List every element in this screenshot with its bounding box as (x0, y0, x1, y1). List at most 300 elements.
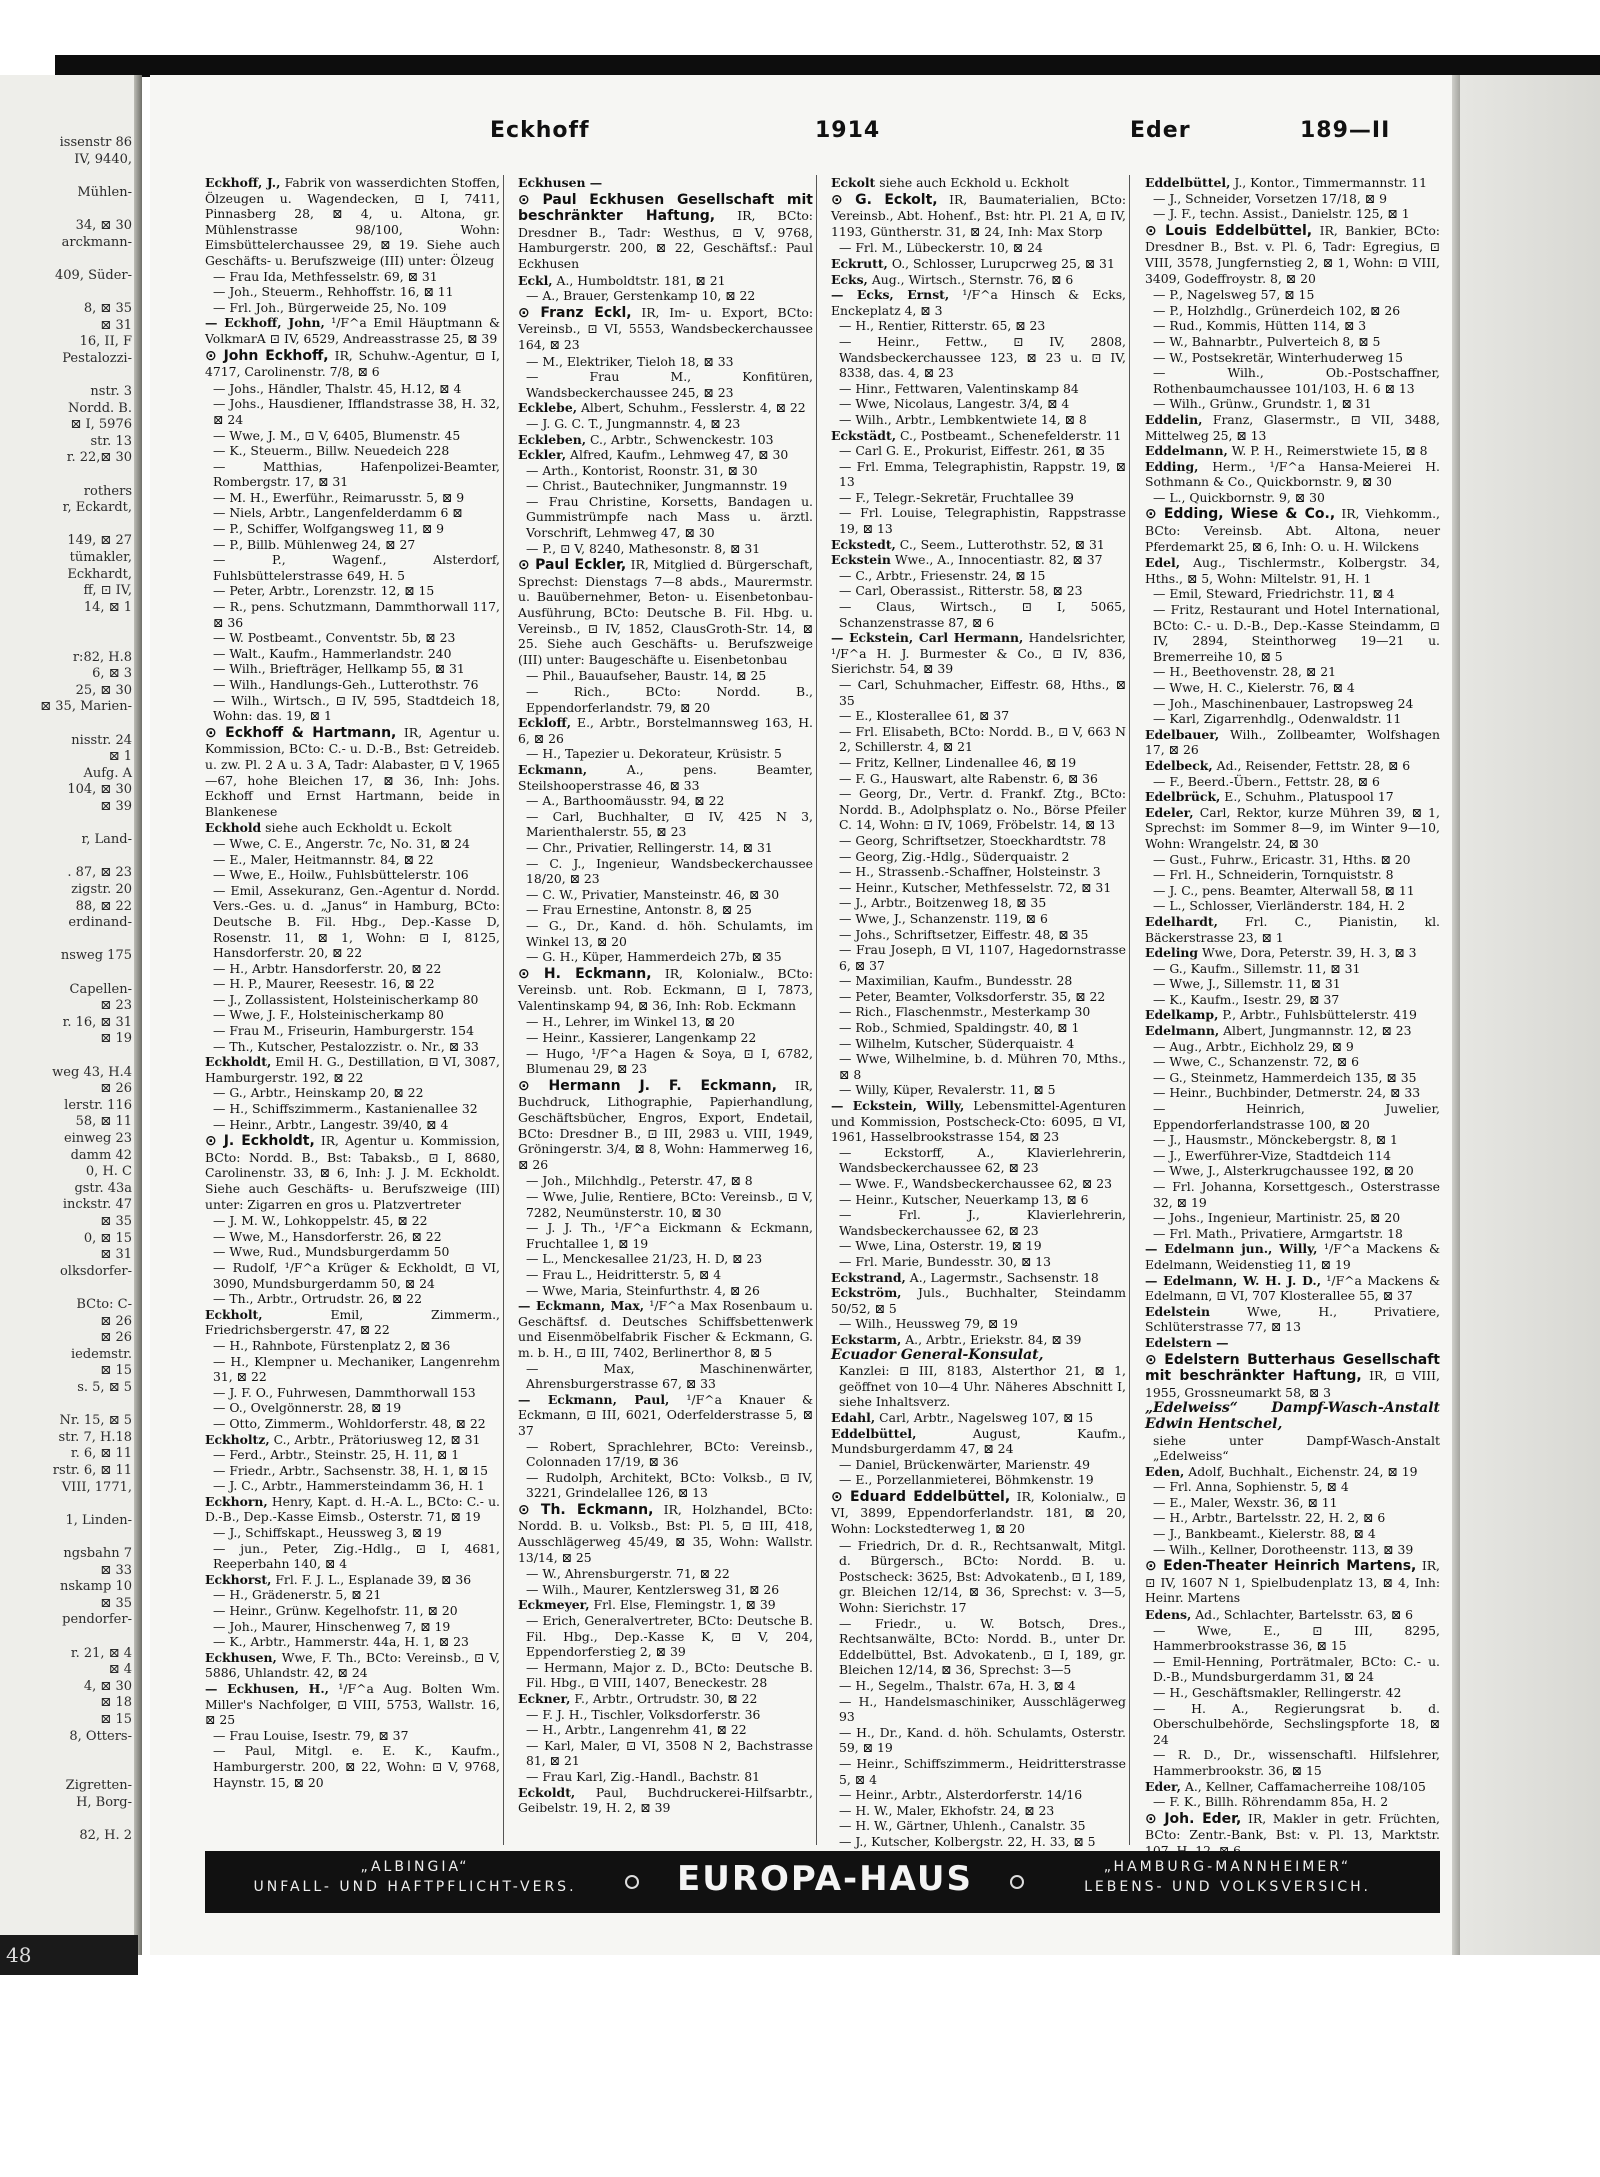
directory-entry (205, 1572, 500, 1588)
firm-entry (205, 348, 500, 380)
left-page-line: ⊠ 23 (100, 998, 132, 1014)
entry-name: — Eckstein, Willy, (831, 1098, 965, 1114)
directory-subentry: — E., Maler, Wexstr. 36, ⊠ 11 (1153, 1494, 1338, 1510)
entry-details: siehe auch Eckholdt u. Eckolt (261, 820, 452, 836)
directory-subentry: — Carl G. E., Prokurist, Eiffestr. 261, ⊠ 35 (839, 443, 1106, 459)
entry-details: Henry, Kapt. d. H.-A. L., BCto: C.- u. D.-B., Dep.-Kasse Eimsb., Osterstr. 71, ⊠ 19 (205, 1493, 500, 1525)
directory-entry (518, 1298, 813, 1360)
left-page-line: Aufg. A (83, 765, 132, 781)
directory-entry (1145, 1464, 1440, 1480)
ad-hm-name: „HAMBURG-MANNHEIMER“ (1103, 1859, 1352, 1875)
firm-entry (831, 192, 1126, 240)
directory-entry (205, 1054, 500, 1085)
entry-details: Adolf, Buchhalt., Eichenstr. 24, ⊠ 19 (1184, 1463, 1418, 1479)
directory-entry (1145, 1273, 1440, 1304)
directory-subentry: — H., Handelsmaschiniker, Ausschlägerweg 93 (839, 1693, 1126, 1725)
directory-subentry: — Wwe, E., ⊡ III, 8295, Hammerbrookstrasse 36, ⊠ 15 (1153, 1622, 1440, 1654)
directory-subentry: — Rudolph, Architekt, BCto: Volksb., ⊡ IV, 3221, Grindelallee 126, ⊠ 13 (526, 1469, 813, 1501)
directory-entry (831, 428, 1126, 444)
left-page-line: tümakler, (69, 550, 132, 565)
directory-subentry: — Wwe. F., Wandsbeckerchaussee 62, ⊠ 23 (839, 1176, 1112, 1191)
entry-name: Eckolt (831, 175, 876, 190)
directory-subentry: — Heinr., Grünw. Kegelhofstr. 11, ⊠ 20 (213, 1603, 458, 1619)
directory-subentry: Kanzlei: ⊡ III, 8183, Alsterthor 21, ⊠ 1, geöffnet von 10—4 Uhr. Näheres Abschnitt I, siehe Inhaltsverz. (839, 1363, 1126, 1410)
entry-name: ⊙ Edelstern Butterhaus Gesellschaft mit beschränkter Haftung, (1145, 1351, 1440, 1385)
directory-entry (831, 1426, 1126, 1457)
directory-entry (1145, 1023, 1440, 1039)
directory-subentry: — Frau L., Heidritterstr. 5, ⊠ 4 (526, 1266, 722, 1282)
directory-subentry: — Wwe, J., Schanzenstr. 119, ⊠ 6 (839, 910, 1048, 926)
column-2 (518, 175, 813, 1845)
entry-name: ⊙ Eckhoff & Hartmann, (205, 724, 397, 741)
entry-name: Eddelin, (1145, 411, 1203, 427)
directory-subentry: — Wwe, Lina, Osterstr. 19, ⊠ 19 (839, 1238, 1042, 1254)
left-page-line: nisstr. 24 (71, 732, 132, 748)
directory-subentry: — H., Segelm., Thalstr. 67a, H. 3, ⊠ 4 (839, 1678, 1076, 1693)
directory-subentry: — H., Arbtr. Hansdorferstr. 20, ⊠ 22 (213, 960, 442, 976)
directory-subentry: — Frl. Joh., Bürgerweide 25, No. 109 (213, 299, 447, 315)
left-page-line: ngsbahn 7 (63, 1546, 132, 1561)
directory-subentry: — Robert, Sprachlehrer, BCto: Vereinsb., Colonnaden 17/19, ⊠ 36 (526, 1438, 813, 1470)
directory-subentry: — Georg, Dr., Vertr. d. Frankf. Ztg., BCto: Nordd. B., Adolphsplatz o. No., Börse Pfeiler C. 14, Wohn: ⊡ IV, 1069, Fröbelstr. 14, ⊠ 13 (839, 786, 1126, 833)
directory-entry (205, 315, 500, 346)
directory-entry (831, 272, 1126, 288)
entry-name: ⊙ G. Eckolt, (831, 191, 938, 208)
entry-name: Eddelbüttel, (831, 1425, 917, 1441)
column-rule (1129, 175, 1130, 1845)
directory-entry (831, 175, 1126, 191)
directory-entry (831, 552, 1126, 568)
directory-entry (1145, 727, 1440, 758)
directory-subentry: — L., Menckesallee 21/23, H. D, ⊠ 23 (526, 1251, 763, 1267)
header-right-keyword: Eder (1130, 118, 1191, 143)
entry-details: Wwe., A., Innocentiastr. 82, ⊠ 37 (890, 552, 1103, 568)
left-page-footer: 48 (0, 1935, 138, 1975)
entry-name: Eckrutt, (831, 255, 888, 271)
entry-name: Eckhusen — (518, 175, 603, 190)
directory-entry (518, 762, 813, 793)
ornament-icon (625, 1875, 639, 1889)
entry-name: Edens, (1145, 1607, 1192, 1623)
entry-name: Eckstein (831, 552, 891, 568)
directory-entry (831, 630, 1126, 677)
directory-subentry: — Peter, Arbtr., Lorenzstr. 12, ⊠ 15 (213, 583, 435, 599)
entry-name: Eckström, (831, 1285, 902, 1301)
entry-name: — Edelmann, W. H. J. D., (1145, 1272, 1322, 1288)
entry-name: ⊙ Eduard Eddelbüttel, (831, 1488, 1011, 1505)
directory-columns (205, 175, 1441, 1849)
left-page-line: 82, H. 2 (79, 1828, 132, 1844)
directory-entry (1145, 758, 1440, 774)
directory-subentry: — Frau Ida, Methfesselstr. 69, ⊠ 31 (213, 268, 438, 284)
entry-details: C., Postbeamt., Schenefelderstr. 11 (896, 427, 1122, 443)
section-heading: Ecuador General-Konsulat, (831, 1346, 1044, 1363)
directory-subentry: — P., Nagelsweg 57, ⊠ 15 (1153, 287, 1315, 303)
directory-subentry: — F., Telegr.-Sekretär, Fruchtallee 39 (839, 489, 1074, 505)
left-page-line: r. 21, ⊠ 4 (70, 1645, 132, 1661)
left-page-line: IV, 9440, (74, 151, 132, 167)
directory-subentry: — Willy, Küper, Revalerstr. 11, ⊠ 5 (839, 1082, 1056, 1098)
left-page-line: 0, H. C (85, 1164, 132, 1180)
left-page-line: BCto: C- (76, 1297, 132, 1312)
directory-entry (1145, 1241, 1440, 1272)
directory-subentry: — Wilh., Maurer, Kentzlersweg 31, ⊠ 26 (526, 1581, 780, 1597)
directory-subentry: — J. F., techn. Assist., Danielstr. 125, ⊠ 1 (1153, 206, 1410, 222)
directory-entry (205, 820, 500, 836)
left-page-line: VIII, 1771, (61, 1479, 132, 1495)
directory-subentry: — Carl, Oberassist., Ritterstr. 58, ⊠ 23 (839, 583, 1083, 599)
directory-subentry: — Frl. Math., Privatiere, Armgartstr. 18 (1153, 1225, 1403, 1241)
directory-entry (831, 1410, 1126, 1426)
entry-details: Frl. Else, Flemingstr. 1, ⊠ 39 (589, 1597, 776, 1613)
entry-name: ⊙ Paul Eckhusen Gesellschaft mit beschränkter Haftung, (518, 191, 813, 225)
directory-subentry: — K., Kaufm., Isestr. 29, ⊠ 37 (1153, 991, 1340, 1007)
entry-details: Albert, Schuhm., Fesslerstr. 4, ⊠ 22 (577, 400, 806, 416)
directory-entry (1145, 805, 1440, 852)
entry-name: Eckholtz, (205, 1431, 270, 1447)
firm-entry (205, 725, 500, 820)
directory-subentry: — J. C., pens. Beamter, Alterwall 58, ⊠ 11 (1153, 882, 1415, 898)
directory-entry (1145, 1607, 1440, 1623)
directory-subentry: — Wwe, Julie, Rentiere, BCto: Vereinsb., ⊡ V, 7282, Neumünsterstr. 10, ⊠ 30 (526, 1189, 813, 1220)
directory-entry (831, 537, 1126, 553)
directory-subentry: — Frl. Elisabeth, BCto: Nordd. B., ⊡ V, 663 N 2, Schillerstr. 4, ⊠ 21 (839, 723, 1126, 755)
directory-subentry: — Rudolf, ¹/F^a Krüger & Eckholdt, ⊡ VI, 3090, Mundsburgerdamm 50, ⊠ 24 (213, 1259, 500, 1291)
directory-subentry: — Karl, Zigarrenhdlg., Odenwaldstr. 11 (1153, 711, 1402, 727)
directory-entry (831, 1332, 1126, 1348)
directory-entry (1145, 555, 1440, 586)
directory-subentry: — Wwe, Nicolaus, Langestr. 3/4, ⊠ 4 (839, 396, 1070, 412)
left-page-line: r, Land- (81, 832, 132, 848)
directory-subentry: — Heinr., Fettw., ⊡ IV, 2808, Wandsbeckerchaussee 123, ⊠ 23 u. ⊡ IV, 8338, das. 4, ⊠ 23 (839, 333, 1126, 381)
directory-subentry: — Wwe, J., Alsterkrugchaussee 192, ⊠ 20 (1153, 1163, 1414, 1179)
directory-subentry: — Joh., Steuerm., Rehhoffstr. 16, ⊠ 11 (213, 284, 454, 300)
directory-subentry: — Arth., Kontorist, Roonstr. 31, ⊠ 30 (526, 462, 758, 478)
entry-name: Edelbrück, (1145, 789, 1221, 805)
entry-details: IR, Makler in getr. Früchten, BCto: Zentr.-Bank, Bst: v. Pl. 13, Marktstr. (1145, 1810, 1440, 1843)
directory-subentry: — Wilh., Handlungs-Geh., Lutterothstr. 76 (213, 677, 479, 692)
directory-subentry: — F. K., Billh. Röhrendamm 85a, H. 2 (1153, 1794, 1389, 1810)
directory-subentry: — K., Arbtr., Hammerstr. 44a, H. 1, ⊠ 23 (213, 1634, 469, 1650)
directory-subentry: — J. J. Th., ¹/F^a Eickmann & Eckmann, Fruchtallee 1, ⊠ 19 (526, 1220, 813, 1251)
directory-subentry: — Rich., BCto: Nordd. B., Eppendorferlandstr. 79, ⊠ 20 (526, 684, 813, 715)
directory-subentry: — Frau M., Friseurin, Hamburgerstr. 154 (213, 1023, 474, 1039)
entry-details: Albert, Jungmannstr. 12, ⊠ 23 (1219, 1023, 1412, 1039)
directory-subentry: — J., Ewerführer-Vize, Stadtdeich 114 (1153, 1147, 1391, 1163)
left-page-line: Zigretten- (65, 1778, 132, 1794)
directory-subentry: — H. W., Maler, Ekhofstr. 24, ⊠ 23 (839, 1802, 1055, 1818)
column-3 (831, 175, 1127, 1849)
page-fold (134, 75, 142, 1955)
left-page-line: ⊠ 26 (100, 1330, 132, 1346)
directory-subentry: — Wwe, C., Schanzenstr. 72, ⊠ 6 (1153, 1054, 1359, 1070)
directory-subentry: — Eckstorff, A., Klavierlehrerin, Wandsbeckerchaussee 62, ⊠ 23 (839, 1144, 1126, 1176)
entry-name: Eckhoff, J., (205, 175, 281, 190)
entry-name: — Eckhoff, John, (205, 315, 325, 331)
entry-name: Eckhusen, (205, 1649, 277, 1665)
entry-name: Edding, (1145, 458, 1199, 474)
directory-subentry: — Th., Kutscher, Pestalozzistr. o. Nr., ⊠ 33 (213, 1038, 479, 1054)
left-page-line: erdinand- (68, 915, 132, 931)
entry-details: C., Arbtr., Schwenckestr. 103 (586, 431, 774, 447)
firm-entry (205, 1133, 500, 1212)
entry-details: IR, Baumaterialien, BCto: Vereinsb., Abt. Hohenf., Bst: htr. Pl. 21 A, ⊡ IV, 1193, Güntherstr. 31, ⊠ 24, Inh: Max Storp (831, 191, 1127, 239)
directory-subentry: — O., Ovelgönnerstr. 28, ⊠ 19 (213, 1400, 402, 1416)
entry-details: A., Arbtr., Eriekstr. 84, ⊠ 39 (901, 1331, 1082, 1347)
left-page-line: Mühlen- (77, 184, 132, 200)
directory-entry (1145, 1779, 1440, 1795)
entry-name: Eckhold (205, 820, 262, 836)
entry-details: IR, Agentur u. Kommission, BCto: C.- u. D.-B., Bst: Getreideb. u. zw. Pl. 2 A u. 3 A, Tadr: Alabaster, ⊡ V, 1965—67, hohe Bleichen 17, ⊠ 36, Inh: Johs. Eckhoff und Ernst Hartmann, beide in Blankenese (205, 724, 500, 819)
left-page-line: ⊠ 35 (100, 1595, 132, 1611)
entry-name: ⊙ J. Eckholdt, (205, 1133, 315, 1150)
directory-subentry: — J., Arbtr., Boitzenweg 18, ⊠ 35 (839, 895, 1047, 911)
left-page-line: r. 16, ⊠ 31 (62, 1014, 132, 1030)
entry-details: IR, ⊡ IV, 1607 N 1, Spielbudenplatz 13, ⊠ 4, Inh: Heinr. Martens (1145, 1558, 1440, 1606)
directory-subentry: — Rob., Schmied, Spaldingstr. 40, ⊠ 1 (839, 1020, 1080, 1036)
entry-details: August, Kaufm., Mundsburgerdamm 47, ⊠ 24 (831, 1425, 1126, 1457)
entry-details: ¹/F^a Mackens & Edelmann, Weidenstieg 11, ⊠ 19 (1145, 1241, 1440, 1272)
directory-subentry: — W., Postsekretär, Winterhuderweg 15 (1153, 349, 1404, 365)
left-page-line: ⊠ 4 (108, 1662, 132, 1678)
entry-details: Aug., Wirtsch., Sternstr. 76, ⊠ 6 (867, 271, 1074, 287)
entry-details: IR, Kolonialw., BCto: Vereinsb. unt. Rob. Eckmann, ⊡ I, 7873, Valentinskamp 94, ⊠ 36, Inh: Rob. Eckmann (518, 965, 813, 1013)
directory-entry (831, 256, 1126, 272)
entry-details: Carl, Arbtr., Nagelsweg 107, ⊠ 15 (875, 1409, 1094, 1425)
entry-details: J., Kontor., Timmermannstr. 11 (1230, 175, 1427, 190)
directory-subentry: — Emil, Assekuranz, Gen.-Agentur d. Nordd. Vers.-Ges. u. d. „Janus“ in Hamburg, BCto: Deutsche B. Fil. Hbg., Dep.-Kasse D, Rosenstr. 11, ⊠ 1, Wohn: ⊡ I, 8125, Hansdorferstr. 20, ⊠ 22 (213, 882, 500, 961)
directory-entry (831, 1285, 1126, 1316)
entry-details: IR, BCto: Dresdner B., Tadr: Westhus, ⊡ V, 9768, Hamburgerstr. 200, ⊠ 22, Geschäftsf.: Paul Eckhusen (518, 208, 813, 271)
left-page-line: ⊠ 33 (100, 1562, 132, 1578)
entry-name: Eddelbüttel, (1145, 175, 1231, 190)
directory-subentry: — E., Porzellanmieterei, Böhmkenstr. 19 (839, 1472, 1094, 1488)
directory-subentry: — Georg, Schriftsetzer, Stoeckhardtstr. 78 (839, 832, 1107, 848)
entry-details: IR, Bankier, BCto: Dresdner B., Bst. v. Pl. 6, Tadr: Egregius, ⊡ VIII, 3578, Jungfernstieg 2, ⊠ 1, Wohn: ⊡ VIII, 3409, Godeffroystr. 8, ⊠ 20 (1145, 222, 1440, 286)
directory-subentry: — A., Barthoomäusstr. 94, ⊠ 22 (526, 793, 725, 809)
directory-subentry: — Ferd., Arbtr., Steinstr. 25, H. 11, ⊠ 1 (213, 1447, 460, 1463)
directory-subentry: — Friedr., u. W. Botsch, Dres., Rechtsanwälte, BCto: Nordd. B., unter Dr. Eddelbüttel, Bst. Advokatenb., ⊡ I, 189, gr. Bleichen 12/14, ⊠ 36, Sprechst: 3—5 (839, 1615, 1126, 1678)
entry-name: Edelhardt, (1145, 913, 1218, 929)
directory-entry (1145, 945, 1440, 961)
directory-subentry: — Hinr., Fettwaren, Valentinskamp 84 (839, 380, 1079, 396)
entry-details: ¹/F^a Aug. Bolten Wm. Miller's Nachfolger, ⊡ VIII, 5753, Wallstr. 16, ⊠ 25 (205, 1681, 500, 1728)
directory-subentry: — Wwe, H. C., Kielerstr. 76, ⊠ 4 (1153, 680, 1355, 695)
firm-entry (1145, 506, 1440, 554)
entry-name: Edeler, (1145, 804, 1194, 820)
directory-subentry: — H. W., Gärtner, Uhlenh., Canalstr. 35 (839, 1818, 1086, 1834)
directory-subentry: — Hugo, ¹/F^a Hagen & Soya, ⊡ I, 6782, Blumenau 29, ⊠ 23 (526, 1045, 813, 1077)
directory-subentry: — Wwe, Maria, Steinfurthstr. 4, ⊠ 26 (526, 1282, 760, 1298)
entry-name: Edelmann, (1145, 1023, 1220, 1039)
left-page-line: ⊠ 19 (100, 1031, 132, 1047)
directory-subentry: — Th., Arbtr., Ortrudstr. 26, ⊠ 22 (213, 1291, 422, 1307)
directory-subentry: — Friedr., Arbtr., Sachsenstr. 38, H. 1, ⊠ 15 (213, 1462, 489, 1478)
left-page-line: r, Eckardt, (62, 500, 132, 516)
directory-entry (518, 1785, 813, 1816)
left-page-line: . 87, ⊠ 23 (67, 865, 132, 881)
column-rule (816, 175, 817, 1845)
entry-name: ⊙ Paul Eckler, (518, 557, 627, 574)
ad-albingia-name: „ALBINGIA“ (360, 1859, 470, 1875)
advertisement-banner (205, 1851, 1440, 1913)
entry-details: C., Seem., Lutterothstr. 52, ⊠ 31 (895, 536, 1105, 552)
directory-subentry: — H., Tapezier u. Dekorateur, Krüsistr. 5 (526, 746, 782, 762)
directory-entry (518, 400, 813, 416)
directory-subentry: — H., Arbtr., Bartelsstr. 22, H. 2, ⊠ 6 (1153, 1510, 1386, 1526)
directory-subentry: — P., Billb. Mühlenweg 24, ⊠ 27 (213, 536, 416, 552)
left-page-line: Capellen- (69, 981, 132, 997)
entry-details: IR, ⊡ VIII, 1955, Grossneumarkt 58, ⊠ 3 (1145, 1368, 1440, 1400)
entry-details: Wwe, F. Th., BCto: Vereinsb., ⊡ V, 5886, Uhlandstr. 42, ⊠ 24 (205, 1649, 500, 1681)
directory-subentry: — Walt., Kaufm., Hammerlandstr. 240 (213, 645, 452, 661)
column-4 (1145, 175, 1440, 1845)
directory-subentry: — Frau M., Konfitüren, Wandsbeckerchaussee 245, ⊠ 23 (526, 369, 813, 400)
entry-details: IR, Viehkomm., BCto: Vereinsb. Abt. Altona, neuer Pferdemarkt 25, ⊠ 6, Inh: O. u. H. Wilckens (1145, 506, 1440, 554)
entry-name: Eden, (1145, 1463, 1185, 1479)
left-page-line: einweg 23 (63, 1131, 132, 1146)
directory-entry (831, 287, 1126, 318)
directory-subentry: — P., Holzhdlg., Grünerdeich 102, ⊠ 26 (1153, 302, 1401, 318)
directory-subentry: — E., Maler, Heitmannstr. 84, ⊠ 22 (213, 851, 434, 867)
entry-details: siehe auch Eckhold u. Eckholt (875, 175, 1069, 190)
directory-subentry: — L., Schlosser, Vierländerstr. 184, H. 2 (1153, 898, 1406, 914)
left-page-line: ⊠ 31 (100, 317, 132, 333)
entry-details: Carl, Rektor, kurze Mühren 39, ⊠ 1, Sprechst: im Sommer 8—9, im Winter 9—10, Wohn: Wrangelstr. 24, ⊠ 30 (1145, 804, 1440, 851)
entry-details: Herm., ¹/F^a Hansa-Meierei H. Sothmann & Co., Quickbornstr. 9, ⊠ 30 (1145, 458, 1440, 490)
directory-subentry: — H., Strassenb.-Schaffner, Holsteinstr. 3 (839, 864, 1101, 880)
directory-subentry: — Erich, Generalvertreter, BCto: Deutsche B. Fil. Hbg., Dep.-Kasse K, ⊡ V, 204, Eppendorferstieg 2, ⊠ 39 (526, 1613, 813, 1660)
directory-subentry: — Niels, Arbtr., Langenfelderdamm 6 ⊠ (213, 505, 463, 521)
entry-details: ¹/F^a Knauer & Eckmann, ⊡ III, 6021, Oderfelderstrasse 5, ⊠ 37 (518, 1391, 813, 1438)
directory-subentry: — Emil, Steward, Friedrichstr. 11, ⊠ 4 (1153, 586, 1395, 602)
directory-subentry: — H., Geschäftsmakler, Rellingerstr. 42 (1153, 1685, 1402, 1700)
directory-subentry: — Heinr., Arbtr., Langestr. 39/40, ⊠ 4 (213, 1116, 449, 1132)
header-year: 1914 (815, 118, 881, 143)
entry-name: ⊙ Hermann J. F. Eckmann, (518, 1077, 777, 1094)
left-page-line: s. 5, ⊠ 5 (77, 1380, 132, 1395)
entry-details: IR, Kolonialw., ⊡ VI, 3899, Eppendorferlandstr. 181, ⊠ 20, Wohn: Lockstedterweg 1, ⊠ 20 (831, 1488, 1126, 1537)
entry-name: Edel, (1145, 555, 1181, 571)
left-page-line: Eckhardt, (67, 566, 132, 582)
firm-entry (518, 1078, 813, 1173)
directory-subentry: — J., Hausmstr., Mönckebergstr. 8, ⊠ 1 (1153, 1132, 1398, 1148)
left-page-line: ⊠ I, 5976 (70, 417, 132, 433)
directory-entry (518, 1691, 813, 1707)
ad-hm-tagline: LEBENS- UND VOLKSVERSICH. (1084, 1879, 1371, 1895)
directory-entry (518, 1597, 813, 1613)
directory-subentry: — Frl. Emma, Telegraphistin, Rappstr. 19, ⊠ 13 (839, 458, 1126, 490)
directory-subentry: — Hermann, Major z. D., BCto: Deutsche B. Fil. Hbg., ⊡ VIII, 1407, Beneckestr. 28 (526, 1659, 813, 1691)
directory-subentry: — J. G. C. T., Jungmannstr. 4, ⊠ 23 (526, 415, 741, 431)
directory-subentry: — P., ⊡ V, 8240, Mathesonstr. 8, ⊠ 31 (526, 540, 761, 556)
entry-name: — Eckhusen, H., (205, 1681, 329, 1696)
left-page-line: 4, ⊠ 30 (83, 1678, 132, 1694)
entry-details: A., pens. Beamter, Steilshooperstrasse 46, ⊠ 33 (518, 761, 813, 793)
directory-subentry: — H. A., Regierungsrat b. d. Oberschulbehörde, Sechslingspforte 18, ⊠ 24 (1153, 1700, 1440, 1747)
column-1 (205, 175, 500, 1845)
entry-name: Edelbauer, (1145, 726, 1220, 742)
directory-subentry: — Gust., Fuhrw., Ericastr. 31, Hths. ⊠ 20 (1153, 851, 1411, 867)
directory-subentry: — J., Schiffskapt., Heussweg 3, ⊠ 19 (213, 1525, 442, 1541)
firm-entry (518, 305, 813, 353)
directory-subentry: — Max, Maschinenwärter, Ahrensburgerstrasse 67, ⊠ 33 (526, 1360, 813, 1392)
directory-entry (205, 1650, 500, 1681)
entry-details: Frl. F. J. L., Esplanade 39, ⊠ 36 (271, 1571, 472, 1587)
entry-name: — Edelmann jun., Willy, (1145, 1241, 1318, 1257)
directory-subentry: — Wwe, J. M., ⊡ V, 6405, Blumenstr. 45 (213, 427, 461, 443)
entry-details: Alfred, Kaufm., Lehmweg 47, ⊠ 30 (566, 447, 789, 463)
left-page-line: 14, ⊠ 1 (83, 599, 132, 615)
left-page-line: Pestalozzi- (62, 350, 132, 366)
directory-subentry: — Wilh., Heussweg 79, ⊠ 19 (839, 1316, 1018, 1332)
firm-entry (1145, 223, 1440, 286)
directory-subentry: — Heinr., Arbtr., Alsterdorferstr. 14/16 (839, 1787, 1083, 1803)
right-margin (1460, 75, 1600, 1955)
entry-name: Eckstarm, (831, 1331, 902, 1347)
directory-subentry: — G., Kaufm., Sillemstr. 11, ⊠ 31 (1153, 960, 1361, 976)
entry-name: ⊙ Joh. Eder, (1145, 1810, 1242, 1827)
entry-name: Eder, (1145, 1778, 1181, 1794)
directory-entry (205, 1432, 500, 1448)
left-page-line: rothers (83, 483, 132, 499)
directory-subentry: — J., Schneider, Vorsetzen 17/18, ⊠ 9 (1153, 190, 1387, 206)
left-page-line: iedemstr. (70, 1346, 132, 1362)
directory-entry (831, 1098, 1126, 1145)
entry-details: Aug., Tischlermstr., Kolbergstr. 34, Hths., ⊠ 5, Wohn: Miltelstr. 91, H. 1 (1145, 555, 1440, 586)
directory-entry (205, 175, 500, 269)
directory-subentry: — Wwe, Rud., Mundsburgerdamm 50 (213, 1244, 450, 1260)
directory-subentry: — F., Beerd.-Übern., Fettstr. 28, ⊠ 6 (1153, 773, 1380, 789)
entry-name: Ecks, (831, 271, 868, 287)
directory-subentry: — Friedrich, Dr. d. R., Rechtsanwalt, Mitgl. d. Bürgersch., BCto: Nordd. B. u. Postscheck: 3625, Bst: Advokatenb., ⊡ I, 189, gr. Bleichen 12/14, ⊠ 36, Sprechst: v. 3—5, Wohn: Sierichstr. 17 (839, 1537, 1126, 1616)
entry-details: ¹/F^a Mackens & Edelmann, ⊡ VI, 707 Klosterallee 55, ⊠ 37 (1145, 1272, 1441, 1304)
directory-subentry: — J. F. O., Fuhrwesen, Dammthorwall 153 (213, 1384, 476, 1400)
entry-details: W. P. H., Reimerstwiete 15, ⊠ 8 (1227, 443, 1428, 459)
left-page-line: 1, Linden- (65, 1512, 132, 1528)
directory-subentry: — A., Brauer, Gerstenkamp 10, ⊠ 22 (526, 288, 756, 304)
directory-subentry: — Paul, Mitgl. e. E. K., Kaufm., Hamburgerstr. 200, ⊠ 22, Wohn: ⊡ V, 9768, Haynstr. 15, ⊠ 20 (213, 1743, 500, 1790)
directory-entry (1145, 1304, 1440, 1335)
left-page-line: r. 6, ⊠ 11 (70, 1446, 132, 1462)
directory-subentry: — Wilh., Kellner, Dorotheenstr. 113, ⊠ 39 (1153, 1541, 1414, 1557)
directory-subentry: — Georg, Zig.-Hdlg., Süderquaistr. 2 (839, 848, 1070, 864)
directory-subentry: — Rich., Flaschenmstr., Mesterkamp 30 (839, 1004, 1091, 1020)
directory-subentry: — P., Wagenf., Alsterdorf, Fuhlsbüttelerstrasse 649, H. 5 (213, 552, 500, 583)
left-page-line: 88, ⊠ 22 (75, 898, 132, 914)
entry-name: Eckstedt, (831, 536, 896, 552)
left-page-line: nskamp 10 (60, 1579, 132, 1595)
directory-subentry: — Wilh., Wirtsch., ⊡ IV, 595, Stadtdeich 18, Wohn: das. 19, ⊠ 1 (213, 692, 500, 724)
left-page-line: str. 13 (90, 433, 132, 449)
left-page-line: nstr. 3 (90, 384, 132, 399)
directory-subentry: — Emil-Henning, Porträtmaler, BCto: C.- u. D.-B., Mundsburgerdamm 31, ⊠ 24 (1153, 1653, 1440, 1685)
directory-subentry: — Frau Joseph, ⊡ VI, 1107, Hagedornstrasse 6, ⊠ 37 (839, 942, 1126, 973)
directory-subentry: — G. H., Küper, Hammerdeich 27b, ⊠ 35 (526, 949, 782, 965)
entry-name: ⊙ Eden-Theater Heinrich Martens, (1145, 1558, 1417, 1575)
directory-subentry: — Wwe, M., Hansdorferstr. 26, ⊠ 22 (213, 1228, 442, 1244)
entry-details: Paul, Buchdruckerei-Hilfsarbtr., Geibelstr. 19, H. 2, ⊠ 39 (518, 1784, 813, 1816)
firm-entry (831, 1489, 1126, 1537)
left-page-line: 58, ⊠ 11 (75, 1114, 132, 1130)
firm-entry (518, 966, 813, 1014)
entry-details: O., Schlosser, Lurupcrweg 25, ⊠ 31 (887, 255, 1115, 271)
directory-subentry: — H., Rentier, Ritterstr. 65, ⊠ 23 (839, 318, 1046, 334)
left-page-fragment (0, 75, 142, 1967)
directory-subentry: — Frl. Anna, Sophienstr. 5, ⊠ 4 (1153, 1479, 1349, 1495)
left-page-line: ⊠ 35, Marien- (40, 699, 132, 715)
entry-name: — Eckstein, Carl Hermann, (831, 630, 1024, 646)
